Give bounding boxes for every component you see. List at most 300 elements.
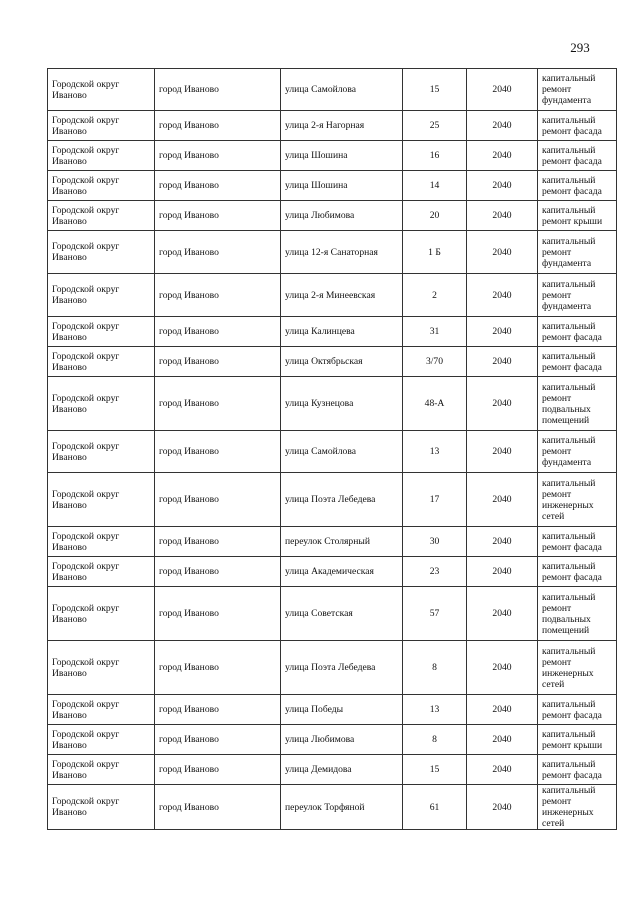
- cell-gorod: [155, 755, 281, 785]
- cell-god: [467, 171, 538, 201]
- dom-text: 15: [429, 84, 440, 95]
- table-row: [48, 274, 617, 317]
- table-row: [48, 317, 617, 347]
- gorod-text: город Иваново: [159, 84, 219, 95]
- vid-line: подвальных: [542, 403, 591, 415]
- god-text: 2040: [492, 662, 512, 673]
- cell-gorod: [155, 201, 281, 231]
- table-row: [48, 527, 617, 557]
- god-text: 2040: [492, 356, 512, 367]
- gorod-text: город Иваново: [159, 764, 219, 775]
- ulica-text: улица Шошина: [285, 180, 348, 191]
- okrug-line: Иваново: [52, 709, 87, 721]
- vid-line: капитальный: [542, 144, 596, 156]
- dom-text: 14: [429, 180, 440, 191]
- cell-ulica: [281, 557, 403, 587]
- vid-line: помещений: [542, 414, 590, 426]
- cell-dom: [403, 725, 467, 755]
- gorod-text: город Иваново: [159, 801, 219, 813]
- ulica-text: улица Демидова: [285, 764, 352, 775]
- cell-dom: [403, 201, 467, 231]
- okrug-line: Городской округ: [52, 728, 120, 740]
- cell-gorod: [155, 431, 281, 473]
- okrug-line: Городской округ: [52, 350, 120, 362]
- table-row: [48, 69, 617, 111]
- vid-line: сетей: [542, 818, 565, 829]
- dom-text: 20: [429, 210, 440, 221]
- cell-vid-rabot: [538, 201, 617, 231]
- okrug-line: Иваново: [52, 89, 87, 101]
- okrug-line: Городской округ: [52, 656, 120, 668]
- ulica-text: улица 12-я Санаторная: [285, 246, 378, 258]
- gorod-text: город Иваново: [159, 494, 219, 505]
- gorod-text: город Иваново: [159, 662, 219, 673]
- ulica-text: улица Калинцева: [285, 326, 355, 337]
- cell-god: [467, 587, 538, 641]
- cell-dom: [403, 111, 467, 141]
- cell-vid-rabot: [538, 431, 617, 473]
- cell-ulica: [281, 347, 403, 377]
- cell-vid-rabot: [538, 171, 617, 201]
- ulica-text: улица Советская: [285, 608, 353, 619]
- cell-okrug: [48, 317, 155, 347]
- cell-okrug: [48, 274, 155, 317]
- table-row: [48, 785, 617, 830]
- god-text: 2040: [492, 326, 512, 337]
- table-row: [48, 641, 617, 695]
- table-row: [48, 111, 617, 141]
- cell-vid-rabot: [538, 725, 617, 755]
- cell-ulica: [281, 141, 403, 171]
- dom-text: 13: [429, 704, 440, 715]
- god-text: 2040: [492, 84, 512, 95]
- vid-line: ремонт фасада: [542, 125, 602, 137]
- cell-okrug: [48, 473, 155, 527]
- cell-dom: [403, 527, 467, 557]
- gorod-text: город Иваново: [159, 536, 219, 547]
- god-text: 2040: [492, 180, 512, 191]
- cell-ulica: [281, 527, 403, 557]
- cell-ulica: [281, 695, 403, 725]
- dom-text: 1 Б: [428, 246, 441, 258]
- cell-ulica: [281, 641, 403, 695]
- vid-line: капитальный: [542, 204, 596, 216]
- ulica-text: улица Кузнецова: [285, 398, 354, 409]
- ulica-text: улица Самойлова: [285, 84, 356, 95]
- cell-gorod: [155, 171, 281, 201]
- gorod-text: город Иваново: [159, 356, 219, 367]
- dom-text: 25: [429, 120, 440, 131]
- vid-line: помещений: [542, 624, 590, 636]
- vid-line: капитальный: [542, 235, 596, 247]
- okrug-line: Городской округ: [52, 284, 120, 295]
- cell-gorod: [155, 473, 281, 527]
- dom-text: 30: [429, 536, 440, 547]
- cell-vid-rabot: [538, 317, 617, 347]
- table-row: [48, 587, 617, 641]
- cell-dom: [403, 171, 467, 201]
- gorod-text: город Иваново: [159, 246, 219, 258]
- okrug-line: Иваново: [52, 571, 87, 583]
- cell-god: [467, 111, 538, 141]
- cell-okrug: [48, 69, 155, 111]
- cell-god: [467, 69, 538, 111]
- vid-line: фундамента: [542, 95, 592, 106]
- cell-ulica: [281, 171, 403, 201]
- god-text: 2040: [492, 289, 512, 301]
- cell-okrug: [48, 725, 155, 755]
- ulica-text: улица 2-я Минеевская: [285, 289, 376, 301]
- god-text: 2040: [492, 246, 512, 258]
- vid-line: капитальный: [542, 350, 596, 362]
- dom-text: 13: [429, 446, 440, 457]
- cell-okrug: [48, 587, 155, 641]
- gorod-text: город Иваново: [159, 566, 219, 577]
- table-row: [48, 201, 617, 231]
- cell-okrug: [48, 527, 155, 557]
- cell-god: [467, 695, 538, 725]
- gorod-text: город Иваново: [159, 120, 219, 131]
- god-text: 2040: [492, 801, 512, 813]
- dom-text: 8: [432, 662, 437, 673]
- vid-line: капитальный: [542, 785, 596, 796]
- gorod-text: город Иваново: [159, 398, 219, 409]
- okrug-line: Городской округ: [52, 392, 120, 404]
- cell-okrug: [48, 171, 155, 201]
- cell-ulica: [281, 274, 403, 317]
- ulica-text: улица Поэта Лебедева: [285, 494, 376, 505]
- cell-ulica: [281, 377, 403, 431]
- cell-okrug: [48, 377, 155, 431]
- vid-line: сетей: [542, 510, 565, 522]
- okrug-line: Иваново: [52, 185, 87, 197]
- vid-line: подвальных: [542, 613, 591, 625]
- cell-ulica: [281, 473, 403, 527]
- gorod-text: город Иваново: [159, 326, 219, 337]
- cell-ulica: [281, 755, 403, 785]
- cell-gorod: [155, 377, 281, 431]
- okrug-line: Иваново: [52, 541, 87, 553]
- ulica-text: улица Победы: [285, 704, 344, 715]
- okrug-line: Иваново: [52, 295, 87, 306]
- vid-line: капитальный: [542, 645, 596, 657]
- cell-dom: [403, 69, 467, 111]
- vid-line: капитальный: [542, 591, 596, 603]
- vid-line: ремонт фасада: [542, 769, 602, 781]
- cell-gorod: [155, 141, 281, 171]
- table-row: [48, 141, 617, 171]
- ulica-text: улица Октябрьская: [285, 356, 363, 367]
- cell-god: [467, 201, 538, 231]
- vid-line: ремонт фасада: [542, 185, 602, 197]
- gorod-text: город Иваново: [159, 704, 219, 715]
- cell-gorod: [155, 527, 281, 557]
- table-row: [48, 755, 617, 785]
- cell-gorod: [155, 785, 281, 830]
- cell-vid-rabot: [538, 587, 617, 641]
- okrug-line: Городской округ: [52, 204, 120, 216]
- page-number: 293: [570, 40, 590, 55]
- god-text: 2040: [492, 446, 512, 457]
- vid-line: ремонт фасада: [542, 571, 602, 583]
- cell-dom: [403, 431, 467, 473]
- cell-gorod: [155, 231, 281, 274]
- cell-okrug: [48, 785, 155, 830]
- okrug-line: Городской округ: [52, 144, 120, 156]
- cell-god: [467, 755, 538, 785]
- table-row: [48, 725, 617, 755]
- vid-line: фундамента: [542, 300, 592, 312]
- cell-dom: [403, 377, 467, 431]
- vid-line: ремонт крыши: [542, 739, 603, 751]
- cell-vid-rabot: [538, 69, 617, 111]
- vid-line: фундамента: [542, 257, 592, 269]
- gorod-text: город Иваново: [159, 608, 219, 619]
- okrug-line: Иваново: [52, 215, 87, 227]
- cell-gorod: [155, 347, 281, 377]
- okrug-line: Иваново: [52, 252, 87, 263]
- dom-text: 23: [429, 566, 440, 577]
- cell-dom: [403, 557, 467, 587]
- cell-vid-rabot: [538, 641, 617, 695]
- god-text: 2040: [492, 150, 512, 161]
- cell-god: [467, 725, 538, 755]
- ulica-text: улица 2-я Нагорная: [285, 120, 365, 131]
- ulica-text: улица Шошина: [285, 150, 348, 161]
- cell-gorod: [155, 725, 281, 755]
- vid-line: ремонт фасада: [542, 331, 602, 343]
- okrug-line: Городской округ: [52, 698, 120, 710]
- ulica-text: улица Самойлова: [285, 446, 356, 457]
- cell-god: [467, 473, 538, 527]
- cell-vid-rabot: [538, 527, 617, 557]
- vid-line: ремонт: [542, 446, 572, 457]
- okrug-line: Городской округ: [52, 320, 120, 332]
- okrug-line: Иваново: [52, 361, 87, 373]
- cell-okrug: [48, 755, 155, 785]
- dom-text: 17: [429, 494, 440, 505]
- cell-okrug: [48, 641, 155, 695]
- cell-god: [467, 377, 538, 431]
- cell-god: [467, 317, 538, 347]
- god-text: 2040: [492, 734, 512, 745]
- okrug-line: Иваново: [52, 155, 87, 167]
- gorod-text: город Иваново: [159, 180, 219, 191]
- dom-text: 8: [432, 734, 437, 745]
- dom-text: 3/70: [425, 356, 444, 367]
- cell-ulica: [281, 431, 403, 473]
- cell-ulica: [281, 201, 403, 231]
- vid-line: ремонт фасада: [542, 541, 602, 553]
- god-text: 2040: [492, 210, 512, 221]
- okrug-line: Иваново: [52, 499, 87, 511]
- god-text: 2040: [492, 536, 512, 547]
- cell-okrug: [48, 431, 155, 473]
- cell-dom: [403, 755, 467, 785]
- okrug-line: Иваново: [52, 451, 87, 463]
- ulica-text: улица Любимова: [285, 210, 355, 221]
- vid-line: инженерных: [542, 807, 594, 818]
- dom-text: 31: [429, 326, 440, 337]
- cell-okrug: [48, 201, 155, 231]
- cell-god: [467, 231, 538, 274]
- cell-ulica: [281, 725, 403, 755]
- gorod-text: город Иваново: [159, 150, 219, 161]
- table-row: [48, 557, 617, 587]
- table-row: [48, 347, 617, 377]
- cell-dom: [403, 231, 467, 274]
- okrug-line: Городской округ: [52, 796, 120, 807]
- vid-line: фундамента: [542, 457, 592, 468]
- repair-schedule-table: [47, 68, 617, 830]
- cell-gorod: [155, 274, 281, 317]
- cell-god: [467, 141, 538, 171]
- vid-line: капитальный: [542, 278, 596, 290]
- vid-line: капитальный: [542, 758, 596, 770]
- okrug-line: Иваново: [52, 331, 87, 343]
- vid-line: ремонт: [542, 602, 572, 614]
- god-text: 2040: [492, 494, 512, 505]
- vid-line: капитальный: [542, 320, 596, 332]
- vid-line: ремонт фасада: [542, 709, 602, 721]
- cell-dom: [403, 695, 467, 725]
- okrug-line: Городской округ: [52, 114, 120, 126]
- god-text: 2040: [492, 764, 512, 775]
- dom-text: 16: [429, 150, 440, 161]
- vid-line: ремонт: [542, 289, 572, 301]
- table-row: [48, 695, 617, 725]
- okrug-line: Иваново: [52, 125, 87, 137]
- vid-line: ремонт: [542, 656, 572, 668]
- okrug-line: Городской округ: [52, 560, 120, 572]
- cell-gorod: [155, 317, 281, 347]
- gorod-text: город Иваново: [159, 734, 219, 745]
- vid-line: ремонт: [542, 246, 572, 258]
- cell-god: [467, 641, 538, 695]
- vid-line: сетей: [542, 678, 565, 690]
- dom-text: 15: [429, 764, 440, 775]
- okrug-line: Городской округ: [52, 174, 120, 186]
- cell-gorod: [155, 69, 281, 111]
- cell-dom: [403, 317, 467, 347]
- vid-line: капитальный: [542, 73, 596, 84]
- cell-dom: [403, 141, 467, 171]
- okrug-line: Городской округ: [52, 758, 120, 770]
- table-row: [48, 377, 617, 431]
- cell-okrug: [48, 347, 155, 377]
- cell-okrug: [48, 141, 155, 171]
- cell-god: [467, 557, 538, 587]
- god-text: 2040: [492, 566, 512, 577]
- vid-line: капитальный: [542, 114, 596, 126]
- cell-gorod: [155, 557, 281, 587]
- cell-vid-rabot: [538, 785, 617, 830]
- table-row: [48, 473, 617, 527]
- ulica-text: улица Академическая: [285, 566, 374, 577]
- okrug-line: Городской округ: [52, 78, 120, 90]
- cell-vid-rabot: [538, 755, 617, 785]
- cell-vid-rabot: [538, 274, 617, 317]
- cell-ulica: [281, 69, 403, 111]
- cell-vid-rabot: [538, 111, 617, 141]
- okrug-line: Иваново: [52, 613, 87, 625]
- cell-ulica: [281, 587, 403, 641]
- cell-vid-rabot: [538, 141, 617, 171]
- vid-line: инженерных: [542, 667, 594, 679]
- dom-text: 2: [432, 289, 437, 301]
- vid-line: ремонт: [542, 84, 572, 95]
- okrug-line: Городской округ: [52, 440, 120, 452]
- cell-dom: [403, 347, 467, 377]
- god-text: 2040: [492, 704, 512, 715]
- gorod-text: город Иваново: [159, 210, 219, 221]
- cell-gorod: [155, 111, 281, 141]
- dom-text: 57: [429, 608, 440, 619]
- cell-ulica: [281, 317, 403, 347]
- cell-gorod: [155, 587, 281, 641]
- cell-dom: [403, 473, 467, 527]
- okrug-line: Иваново: [52, 769, 87, 781]
- cell-ulica: [281, 111, 403, 141]
- cell-god: [467, 431, 538, 473]
- table-row: [48, 231, 617, 274]
- vid-line: ремонт фасада: [542, 361, 602, 373]
- okrug-line: Городской округ: [52, 530, 120, 542]
- cell-gorod: [155, 641, 281, 695]
- table-row: [48, 171, 617, 201]
- cell-okrug: [48, 231, 155, 274]
- vid-line: капитальный: [542, 174, 596, 186]
- vid-line: капитальный: [542, 435, 596, 446]
- cell-god: [467, 347, 538, 377]
- cell-god: [467, 527, 538, 557]
- cell-gorod: [155, 695, 281, 725]
- dom-text: 48-А: [424, 398, 445, 409]
- cell-ulica: [281, 785, 403, 830]
- cell-vid-rabot: [538, 231, 617, 274]
- ulica-text: улица Любимова: [285, 734, 355, 745]
- cell-okrug: [48, 695, 155, 725]
- cell-dom: [403, 274, 467, 317]
- vid-line: ремонт: [542, 392, 572, 404]
- god-text: 2040: [492, 120, 512, 131]
- ulica-text: переулок Столярный: [285, 536, 370, 547]
- vid-line: ремонт: [542, 488, 572, 500]
- vid-line: капитальный: [542, 728, 596, 740]
- gorod-text: город Иваново: [159, 289, 219, 301]
- vid-line: ремонт крыши: [542, 215, 603, 227]
- gorod-text: город Иваново: [159, 446, 219, 457]
- dom-text: 61: [429, 801, 440, 813]
- cell-okrug: [48, 557, 155, 587]
- vid-line: капитальный: [542, 698, 596, 710]
- cell-vid-rabot: [538, 377, 617, 431]
- ulica-text: переулок Торфяной: [285, 801, 365, 813]
- vid-line: капитальный: [542, 560, 596, 572]
- cell-okrug: [48, 111, 155, 141]
- vid-line: капитальный: [542, 530, 596, 542]
- okrug-line: Городской округ: [52, 241, 120, 252]
- okrug-line: Городской округ: [52, 488, 120, 500]
- okrug-line: Иваново: [52, 403, 87, 415]
- cell-ulica: [281, 231, 403, 274]
- vid-line: инженерных: [542, 499, 594, 511]
- cell-god: [467, 785, 538, 830]
- okrug-line: Иваново: [52, 807, 87, 818]
- vid-line: ремонт: [542, 796, 572, 807]
- okrug-line: Иваново: [52, 667, 87, 679]
- cell-vid-rabot: [538, 557, 617, 587]
